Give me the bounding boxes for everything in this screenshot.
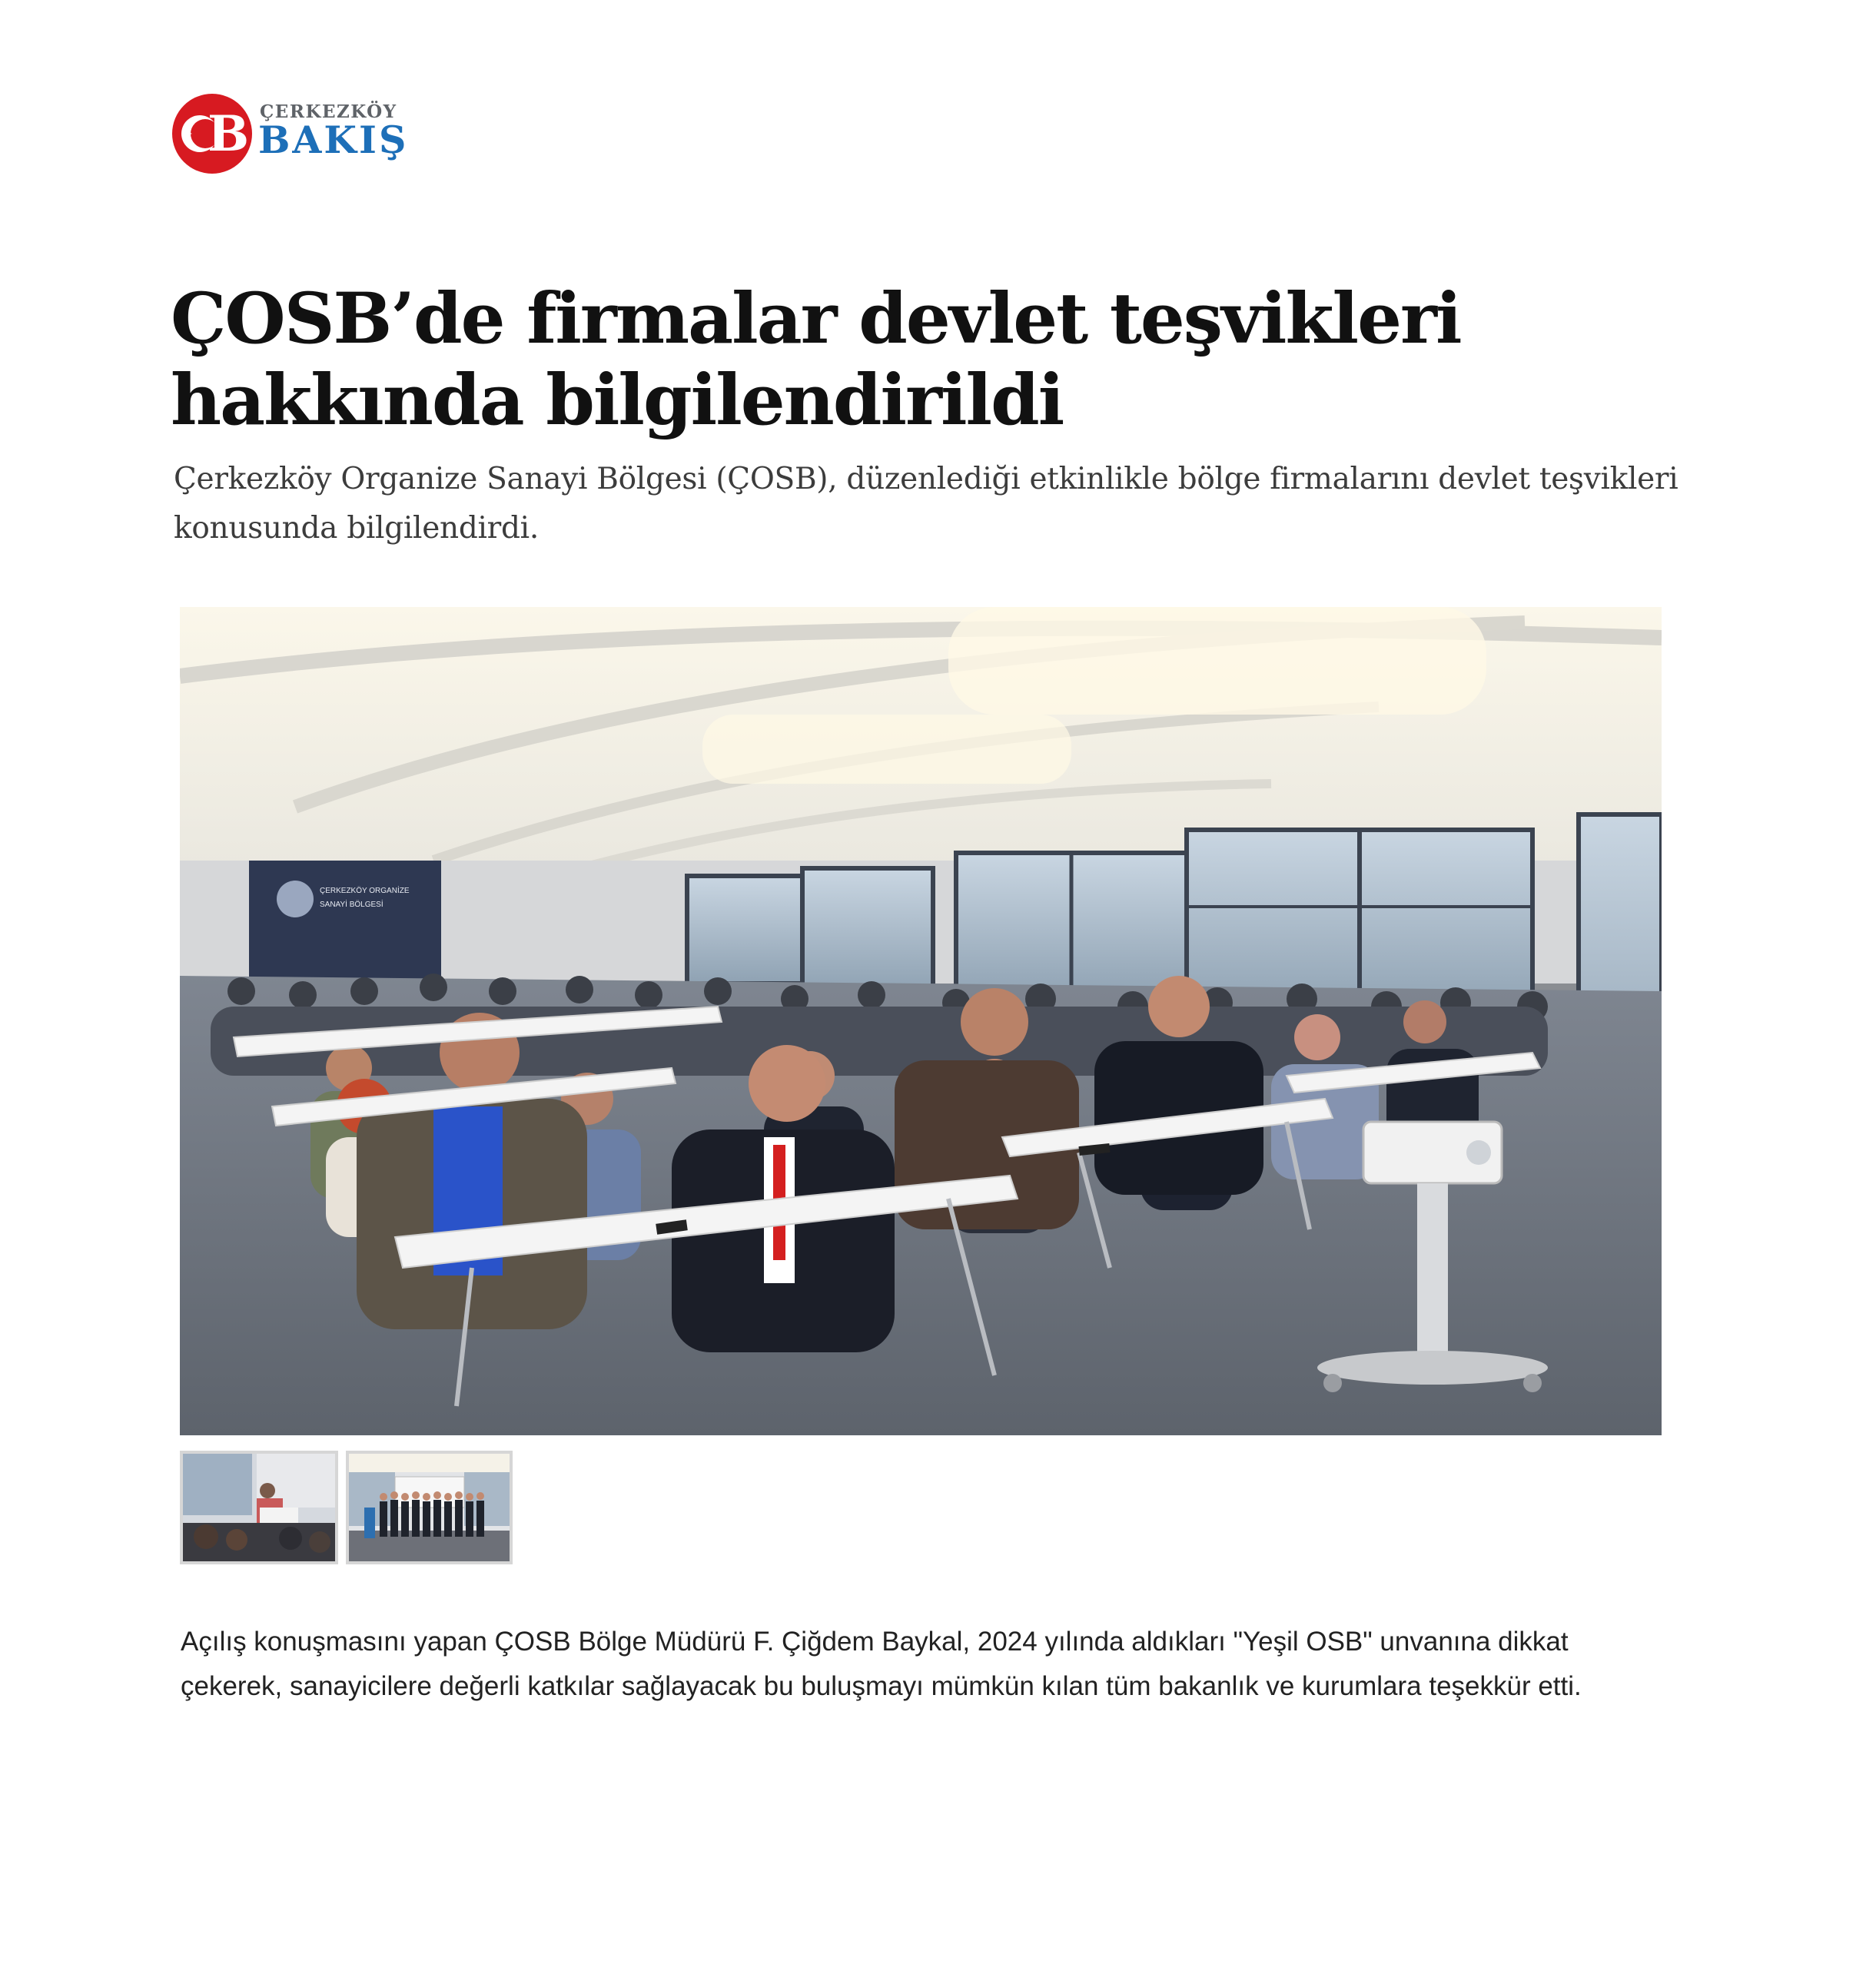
article-lead: Çerkezköy Organize Sanayi Bölgesi (ÇOSB), düzenlediği etkinlikle bölge firmalarını devlet teşvikleri konusunda bilgilendirdi. [174,462,1678,546]
gallery-thumbnail-2[interactable] [346,1451,513,1564]
logo-emblem-icon [171,91,255,177]
speaker-at-podium-photo-icon [183,1454,335,1561]
svg-text:ÇERKEZKÖY ORGANİZE: ÇERKEZKÖY ORGANİZE [320,887,410,895]
svg-text:B: B [208,105,250,163]
article-main-photo[interactable] [180,607,1662,1435]
article-headline: ÇOSB’de firmalar devlet teşvikleri hakkında bilgilendirildi [171,278,1461,441]
article-body-paragraph: Açılış konuşmasını yapan ÇOSB Bölge Müdürü F. Çiğdem Baykal, 2024 yılında aldıkları "Yeşil OSB" unvanına dikkat çekerek, sanayicilere değerli katkılar sağlayacak bu buluşmayı mümkün kılan tüm bakanlık ve kurumlara teşekkür etti. [181,1627,1582,1701]
site-logo[interactable] [171,91,424,177]
conference-room-photo-icon [180,607,1662,1435]
logo-name-top: ÇERKEZKÖY [260,101,397,122]
group-photo-icon [349,1454,510,1561]
svg-text:SANAYİ BÖLGESİ: SANAYİ BÖLGESİ [320,901,384,909]
gallery-thumbnail-1[interactable] [180,1451,338,1564]
logo-name-bottom: BAKIŞ [258,118,409,162]
